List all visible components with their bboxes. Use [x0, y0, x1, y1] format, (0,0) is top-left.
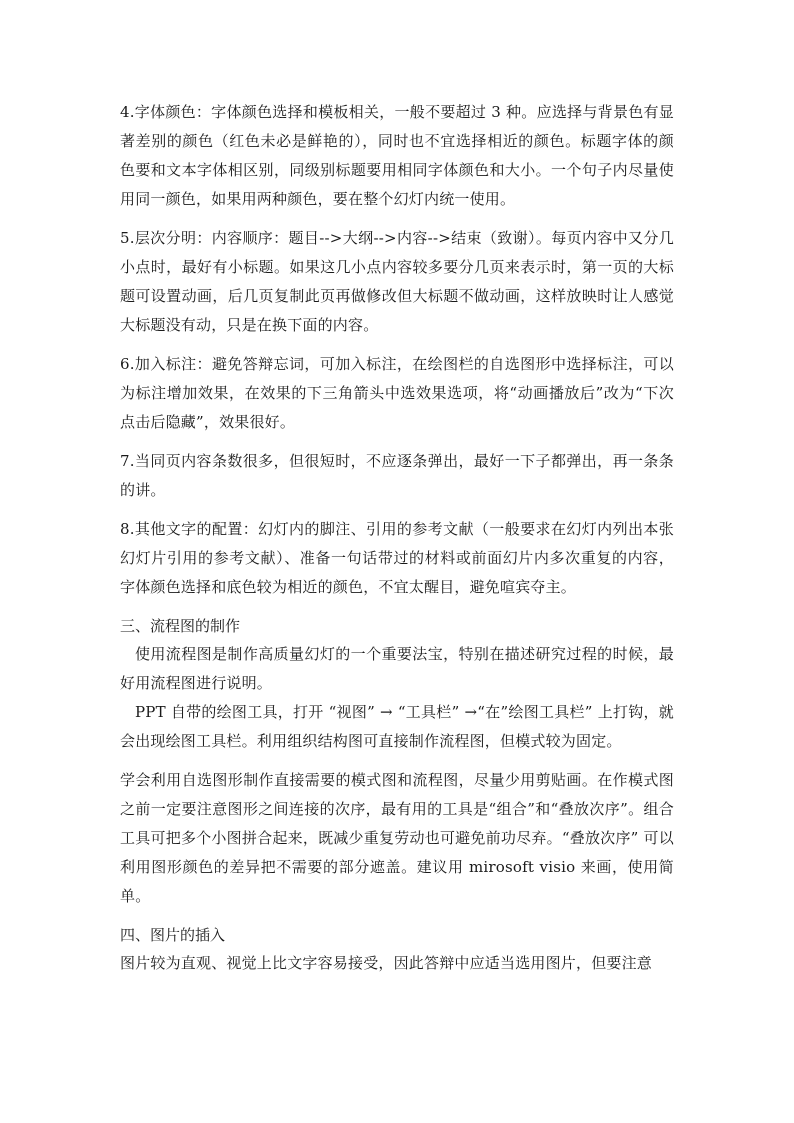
section-heading-flowchart: 三、流程图的制作 [120, 617, 241, 635]
paragraph-annotations: 6.加入标注：避免答辩忘词，可加入标注，在绘图栏的自选图形中选择标注，可以为标注增加效果，在效果的下三角箭头中选效果选项，将“动画播放后”改为“下次点击后隐藏”，效果很好。 [120, 355, 674, 431]
paragraph-images-intro: 图片较为直观、视觉上比文字容易接受，因此答辩中应适当选用图片，但要注意 [120, 954, 653, 972]
paragraph-other-text: 8.其他文字的配置：幻灯内的脚注、引用的参考文献（一般要求在幻灯内列出本张幻灯片引用的参考文献）、准备一句话带过的材料或前面幻片内多次重复的内容，字体颜色选择和底色较为相近的颜色，不宜太醒目，避免喧宾夺主。 [120, 520, 674, 596]
paragraph-many-items: 7.当同页内容条数很多，但很短时，不应逐条弹出，最好一下子都弹出，再一条条的讲。 [120, 452, 674, 499]
document-body [120, 98, 674, 978]
paragraph-hierarchy: 5.层次分明：内容顺序：题目-->大纲-->内容-->结束（致谢）。每页内容中又分几小点时，最好有小标题。如果这几小点内容较多要分几页来表示时，第一页的大标题可设置动画，后几页复制此页再做修改但大标题不做动画，这样放映时让人感觉大标题没有动，只是在换下面的内容。 [120, 229, 674, 334]
paragraph-autoshapes: 学会利用自选图形制作直接需要的模式图和流程图，尽量少用剪贴画。在作模式图之前一定要注意图形之间连接的次序，最有用的工具是“组合”和“叠放次序”。组合工具可把多个小图拼合起来，既减少重复劳动也可避免前功尽弃。“叠放次序” 可以利用图形颜色的差异把不需要的部分遮盖。建议用 mirosoft visio 来画，使用简单。 [120, 771, 674, 905]
paragraph-flowchart-intro: 使用流程图是制作高质量幻灯的一个重要法宝，特别在描述研究过程的时候，最好用流程图进行说明。 [120, 645, 674, 692]
section-heading-images: 四、图片的插入 [120, 926, 226, 944]
paragraph-drawing-tools: PPT 自带的绘图工具，打开 “视图” → “工具栏” →“在”绘图工具栏” 上打钩，就会出现绘图工具栏。利用组织结构图可直接制作流程图，但模式较为固定。 [120, 703, 674, 750]
paragraph-font-color: 4.字体颜色：字体颜色选择和模板相关，一般不要超过 3 种。应选择与背景色有显著差别的颜色（红色未必是鲜艳的），同时也不宜选择相近的颜色。标题字体的颜色要和文本字体相区别，同级别标题要用相同字体颜色和大小。一个句子内尽量使用同一颜色，如果用两种颜色，要在整个幻灯内统一使用。 [120, 103, 674, 208]
